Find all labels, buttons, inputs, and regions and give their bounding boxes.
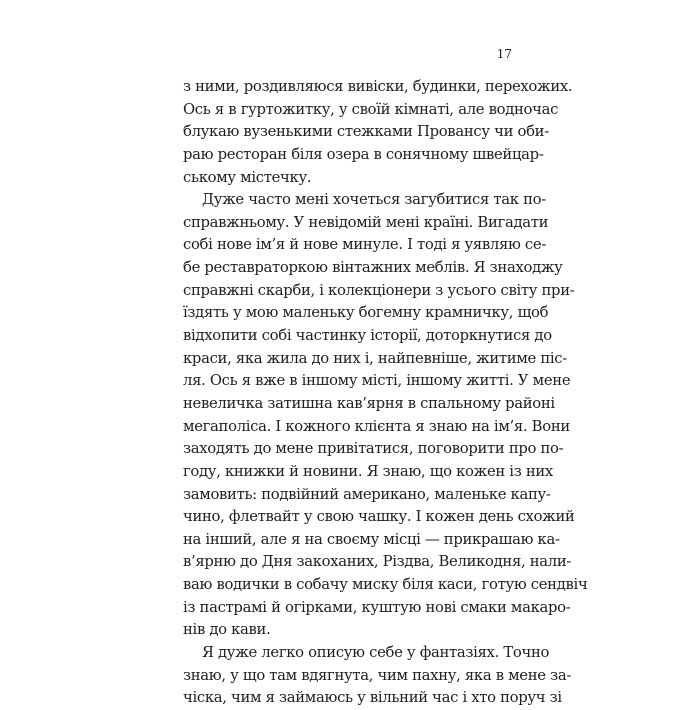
text-line: невеличка затишна кав’ярня в спальному районі: [183, 394, 555, 412]
text-line: заходять до мене привітатися, поговорити про по-: [183, 440, 564, 458]
text-line: справжньому. У невідомій мені країні. Вигадати: [183, 213, 549, 231]
text-line: раю ресторан біля озера в сонячному швейцар-: [183, 145, 544, 163]
text-line: замовить: подвійний американо, маленьке капу-: [183, 485, 551, 503]
text-line: із пастрамі й огірками, куштую нові смаки макаро-: [183, 598, 571, 616]
text-line: краси, яка жила до них і, найпевніше, житиме піс-: [183, 349, 567, 367]
paragraph: [183, 76, 573, 189]
body-text: [183, 76, 588, 710]
text-line: собі нове ім’я й нове минуле. І тоді я уявляю се-: [183, 236, 546, 254]
text-line: ля. Ось я вже в іншому місті, іншому житті. У мене: [183, 372, 571, 390]
text-line: мегаполіса. І кожного клієнта я знаю на ім’я. Вони: [183, 417, 570, 435]
paragraph: [183, 189, 588, 642]
text-line: знаю, у що там вдягнута, чим пахну, яка в мене за-: [183, 666, 572, 684]
text-line: чино, флетвайт у свою чашку. І кожен день схожий: [183, 508, 575, 526]
text-line: Я дуже легко описую себе у фантазіях. Точно: [202, 644, 550, 662]
page-number: 17: [496, 47, 512, 61]
text-line: з ними, роздивляюся вивіски, будинки, перехожих.: [183, 78, 573, 95]
text-line: блукаю вузенькими стежками Провансу чи оби-: [183, 123, 549, 141]
text-line: Ось я в гуртожитку, у своїй кімнаті, але водночас: [183, 100, 559, 118]
text-line: справжні скарби, і колекціонери з усього світу при-: [183, 281, 575, 299]
text-line: в’ярню до Дня закоханих, Різдва, Великодня, нали-: [183, 553, 572, 571]
text-line: ському містечку.: [183, 168, 312, 186]
text-line: відхопити собі частинку історії, доторкнутися до: [183, 327, 552, 345]
text-line: нів до кави.: [183, 621, 271, 639]
text-line: Дуже часто мені хочеться загубитися так по-: [202, 191, 546, 209]
text-line: чіска, чим я займаюсь у вільний час і хто поруч зі: [183, 689, 562, 707]
text-line: їздять у мою маленьку богемну крамничку, щоб: [183, 304, 549, 322]
text-line: году, книжки й новини. Я знаю, що кожен із них: [183, 462, 553, 480]
text-line: ваю водички в собачу миску біля каси, готую сендвіч: [183, 576, 588, 594]
text-line: бе реставраторкою вінтажних меблів. Я знаходжу: [183, 259, 563, 277]
text-line: на інший, але я на своєму місці — прикрашаю ка-: [183, 530, 560, 548]
